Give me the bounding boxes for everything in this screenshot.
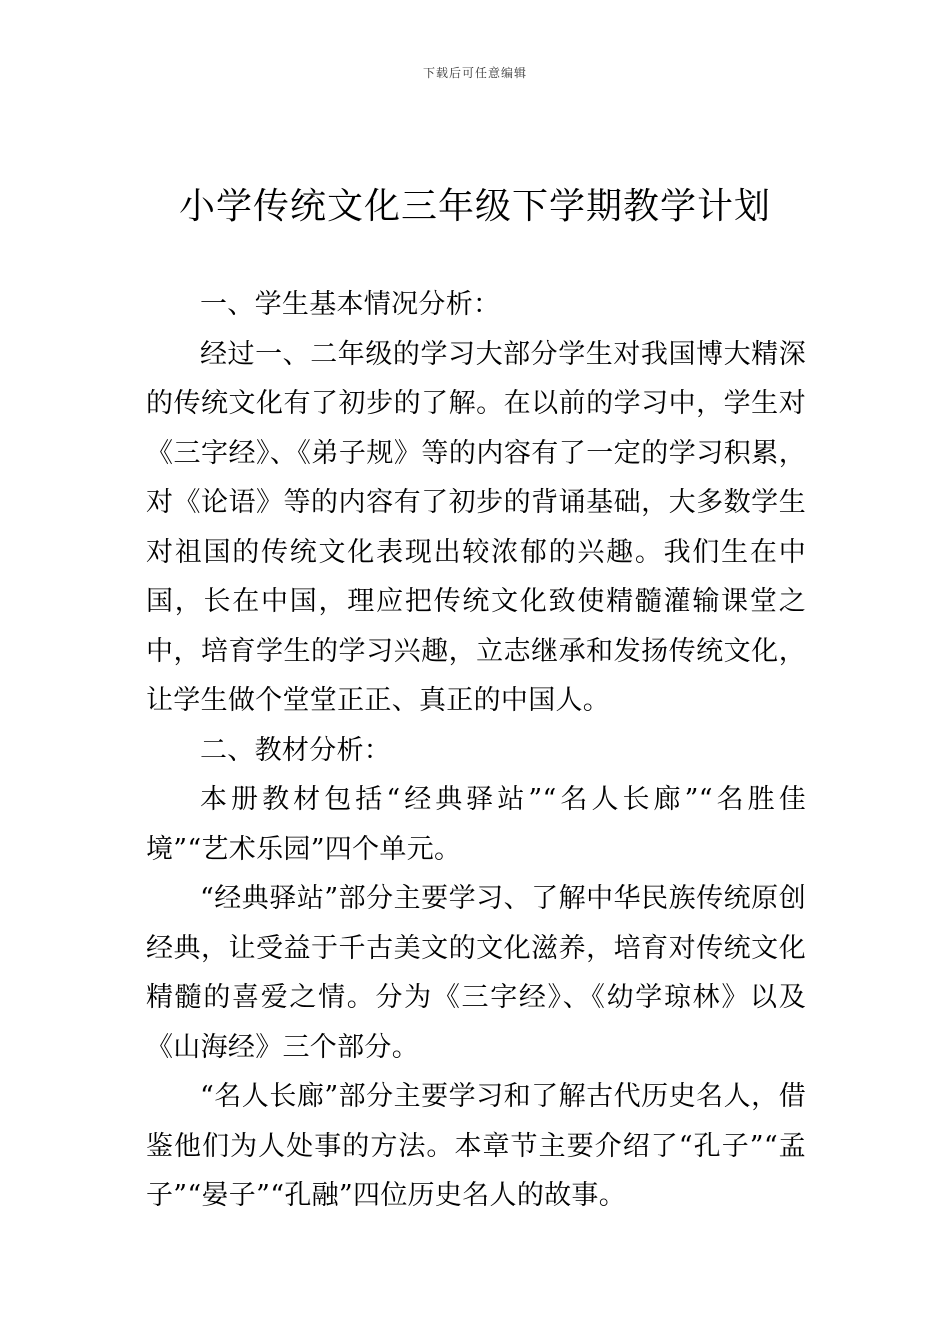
paragraph-student-analysis: 经过一、二年级的学习大部分学生对我国博大精深的传统文化有了初步的了解。在以前的学习中，学生对《三字经》、《弟子规》等的内容有了一定的学习积累，对《论语》等的内容有了初步的背诵基础，大多数学生对祖国的传统文化表现出较浓郁的兴趣。我们生在中国，长在中国，理应把传统文化致使精髓灌输课堂之中，培育学生的学习兴趣，立志继承和发扬传统文化，让学生做个堂堂正正、真正的中国人。 <box>146 338 806 716</box>
page-header-note: 下载后可任意编辑 <box>422 66 527 80</box>
document-title: 小学传统文化三年级下学期教学计划 <box>178 186 771 227</box>
document-body <box>146 280 806 1221</box>
paragraph-famous-people: “名人长廊”部分主要学习和了解古代历史名人，借鉴他们为人处事的方法。本章节主要介绍了“孔子”“孟子”“晏子”“孔融”四位历史名人的故事。 <box>146 1081 806 1211</box>
paragraph-classics-station: “经典驿站”部分主要学习、了解中华民族传统原创经典，让受益于千古美文的文化滋养，培育对传统文化精髓的喜爱之情。分为《三字经》、《幼学琼林》以及《山海经》三个部分。 <box>146 883 806 1063</box>
section-heading-student-analysis: 一、学生基本情况分析： <box>200 289 501 320</box>
section-heading-textbook-analysis: 二、教材分析： <box>200 734 392 766</box>
paragraph-textbook-units: 本册教材包括“经典驿站”“名人长廊”“名胜佳境”“艺术乐园”四个单元。 <box>146 784 806 865</box>
